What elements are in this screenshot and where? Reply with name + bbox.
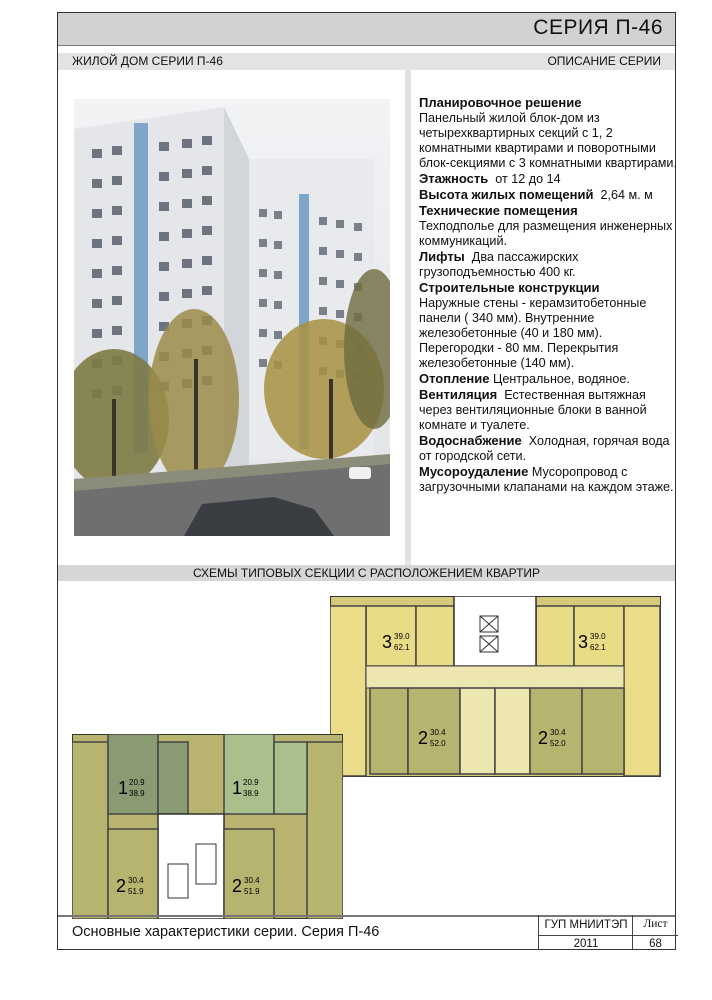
sheet-number: 68 (633, 935, 678, 950)
description-item (419, 433, 677, 464)
schemes-title: СХЕМЫ ТИПОВЫХ СЕКЦИИ С РАСПОЛОЖЕНИЕМ КВАРТИР (192, 566, 541, 580)
apartment-rooms-label: 1 (118, 778, 129, 798)
building-photo (74, 99, 390, 536)
apartment-living-area: 20.9 (129, 778, 145, 787)
vertical-divider (405, 53, 411, 565)
description-heading: Технические помещения (419, 203, 578, 218)
description-text: Холодная, горячая вода от городской сети. (419, 434, 670, 463)
apartment-living-area: 20.9 (243, 778, 259, 787)
description-heading: Лифты (419, 249, 465, 264)
apartment-total-area: 38.9 (129, 789, 145, 798)
sheet-frame (57, 12, 676, 950)
description-item (419, 95, 677, 171)
apartment-rooms-label: 1 (232, 778, 243, 798)
description-item (419, 187, 677, 203)
floor-plan-section-a (330, 596, 661, 777)
apartment-total-area: 52.0 (550, 739, 566, 748)
apartment-living-area: 39.0 (590, 632, 606, 641)
description-heading: Отопление (419, 371, 490, 386)
description-text: от 12 до 14 (495, 172, 561, 186)
footer-caption: Основные характеристики серии. Серия П-46 (72, 924, 380, 940)
description-text: 2,64 м. м (600, 188, 653, 202)
description-item (419, 371, 677, 387)
title-bar (58, 13, 675, 46)
apartment-rooms-label: 3 (578, 632, 589, 652)
description-text: Два пассажирских грузоподъемностью 400 кг. (419, 250, 579, 279)
stamp-sheet-cell (632, 915, 678, 949)
description-text: Техподполье для размещения инженерных коммуникаций. (419, 219, 673, 248)
schemes-bar (58, 565, 675, 581)
description-item (419, 464, 677, 495)
description-item (419, 203, 677, 249)
description-item (419, 171, 677, 187)
subheader-bar (58, 53, 675, 70)
series-title: СЕРИЯ П-46 (533, 16, 663, 39)
organization-name: ГУП МНИИТЭП (544, 919, 628, 931)
apartment-rooms-label: 2 (232, 876, 243, 896)
apartment-rooms-label: 2 (116, 876, 127, 896)
floor-plan-section-b (72, 734, 343, 919)
apartment-living-area: 30.4 (244, 876, 260, 885)
description-text: Центральное, водяное. (493, 372, 630, 386)
description-heading: Водоснабжение (419, 433, 522, 448)
apartment-living-area: 30.4 (430, 728, 446, 737)
description-heading: Мусороудаление (419, 464, 529, 479)
description-text: Мусоропровод с загрузочными клапанами на каждом этаже. (419, 465, 674, 494)
apartment-total-area: 51.9 (128, 887, 144, 896)
stamp-org-cell (538, 915, 633, 949)
apartment-rooms-label: 3 (382, 632, 393, 652)
apartment-total-area: 38.9 (243, 789, 259, 798)
description-item (419, 280, 677, 371)
description-text: Наружные стены - керамзитобетонные панели ( 340 мм). Внутренние железобетонные (40 и 180 мм). Перегородки - 80 мм. Перекрытия железобетонные (140 мм). (419, 296, 647, 370)
description-item (419, 249, 677, 280)
apartment-rooms-label: 2 (418, 728, 429, 748)
description-heading: Планировочное решение (419, 95, 582, 110)
description-heading: Строительные конструкции (419, 280, 600, 295)
description-heading: Вентиляция (419, 387, 498, 402)
apartment-total-area: 52.0 (430, 739, 446, 748)
apartment-total-area: 51.9 (244, 887, 260, 896)
series-description (419, 95, 677, 495)
apartment-living-area: 30.4 (550, 728, 566, 737)
sheet-label: Лист (643, 918, 668, 930)
description-text: Естественная вытяжная через вентиляционные блоки в ванной комнате и туалете. (419, 388, 647, 432)
photo-section-title: ЖИЛОЙ ДОМ СЕРИИ П-46 (72, 54, 223, 68)
stamp-year: 2011 (539, 935, 633, 950)
apartment-living-area: 39.0 (394, 632, 410, 641)
description-heading: Этажность (419, 171, 489, 186)
apartment-total-area: 62.1 (394, 643, 410, 652)
apartment-total-area: 62.1 (590, 643, 606, 652)
description-item (419, 387, 677, 433)
description-section-title: ОПИСАНИЕ СЕРИИ (547, 54, 661, 68)
apartment-rooms-label: 2 (538, 728, 549, 748)
description-text: Панельный жилой блок-дом из четырехквартирных секций с 1, 2 комнатными квартирами и поворотными блок-секциями с 3 комнатными квартирами. (419, 111, 677, 170)
description-heading: Высота жилых помещений (419, 187, 594, 202)
apartment-living-area: 30.4 (128, 876, 144, 885)
